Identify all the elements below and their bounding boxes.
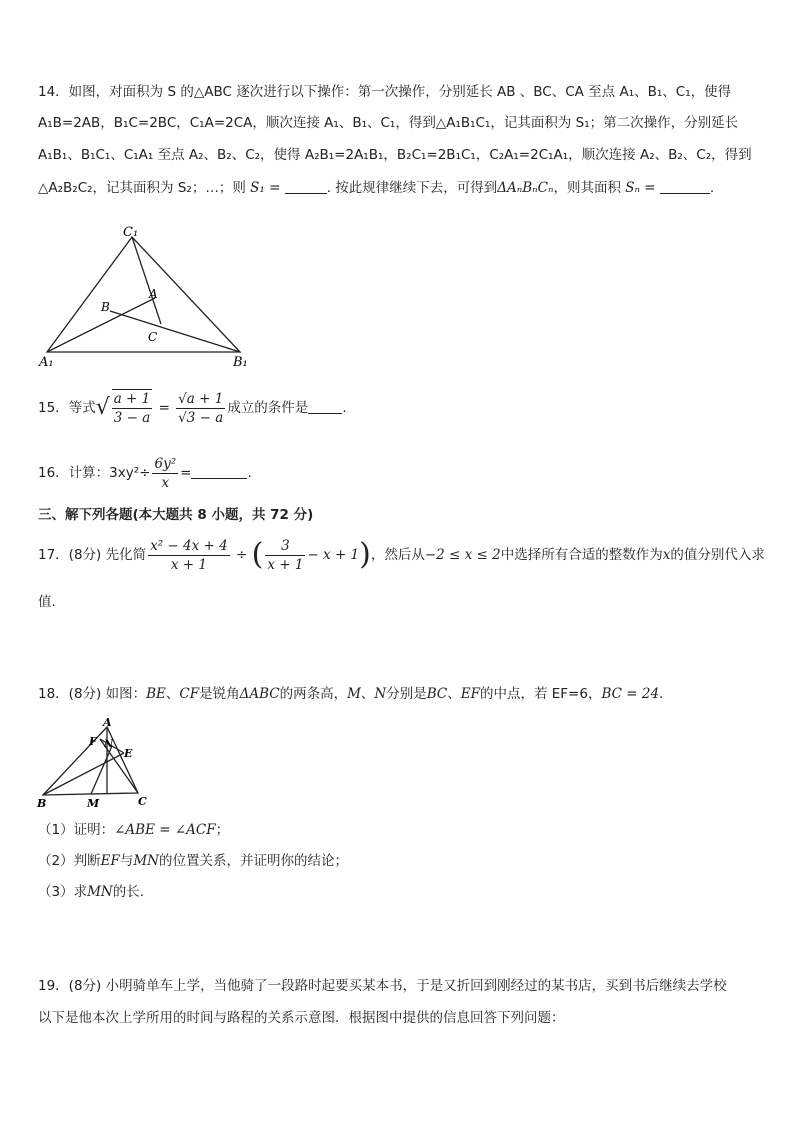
fig14-label-a1: A₁	[39, 355, 54, 370]
q16-equals: =	[180, 465, 192, 481]
q15-sqrt-sign: √	[95, 395, 110, 420]
q17-frac2-num: 3	[265, 537, 305, 556]
q16-num: 6y²	[154, 455, 177, 472]
q14-line-1: 14．如图，对面积为 S 的△ABC 逐次进行以下操作：第一次操作，分别延长 AB 、BC、CA 至点 A₁、B₁、C₁，使得	[38, 84, 732, 100]
q17-paren-right: )	[359, 537, 371, 572]
q14-sn: Sₙ =	[625, 180, 656, 196]
q18-n: N	[374, 686, 387, 702]
q15-rhs-fraction	[176, 390, 225, 427]
q16-den: x	[161, 474, 170, 491]
fig18-label-n: N	[104, 739, 114, 750]
q18-prefix: 18．(8分) 如图：	[38, 686, 147, 702]
q16-answer-blank[interactable]	[191, 464, 247, 479]
q17-fraction-1	[148, 537, 230, 574]
q17-line-1	[38, 532, 765, 578]
q15-answer-blank[interactable]	[308, 399, 342, 414]
q15-end: .	[342, 400, 347, 416]
q14-line-4-text-a: △A₂B₂C₂，记其面积为 S₂；…；则	[38, 180, 246, 196]
q17-frac1-num: x² − 4x + 4	[150, 537, 228, 554]
q18-sub3-mn: MN	[87, 884, 113, 900]
q18-sub1-text-a: （1）证明：	[38, 822, 115, 838]
q15-lhs-den: 3 − a	[113, 410, 151, 426]
fig14-label-a: A	[149, 287, 158, 301]
q18-text-c: 的两条高，	[279, 686, 348, 702]
q14-line-4-text-c: ，则其面积	[553, 180, 621, 196]
q18-figure	[34, 715, 164, 810]
q18-sub2-text-c: 的位置关系，并证明你的结论；	[158, 853, 348, 869]
q18-bc-eq: BC = 24	[601, 686, 660, 702]
fig18-label-c: C	[138, 795, 147, 808]
q19-line-1: 19．(8分) 小明骑单车上学，当他骑了一段路时起要买某本书，于是又折回到刚经过的某书店，买到书后继续去学校	[38, 978, 727, 994]
q16-end: .	[247, 465, 252, 481]
q15-prefix: 15．等式	[38, 400, 96, 416]
q14-line-4-text-b: . 按此规律继续下去，可得到	[326, 180, 498, 196]
q18-sep2: 、	[360, 686, 375, 702]
q14-line-4: △A₂B₂C₂，记其面积为 S₂；…；则 S₁ = . 按此规律继续下去，可得到ΔAₙBₙCₙ，则其面积 Sₙ = .	[38, 180, 715, 196]
q18-stem	[38, 684, 663, 704]
q14-triangle-n: ΔAₙBₙCₙ	[497, 180, 554, 196]
q17-line-2: 值.	[38, 594, 56, 610]
q18-sub2-ef: EF	[100, 853, 120, 869]
q18-ef: EF	[460, 686, 480, 702]
q15-rhs-den: √3 − a	[178, 409, 224, 426]
q14-answer-blank-2[interactable]	[660, 179, 710, 194]
q18-sub-3	[38, 882, 144, 902]
q18-sep1: 、	[165, 686, 180, 702]
q15-lhs-num: a + 1	[113, 391, 151, 407]
q18-sub2-text-a: （2）判断	[38, 853, 101, 869]
q18-sub3-text-a: （3）求	[38, 884, 88, 900]
q15-suffix: 成立的条件是	[227, 400, 309, 416]
q14-figure	[35, 220, 265, 370]
fig18-label-m: M	[87, 797, 100, 810]
q17-divide: ÷	[236, 547, 248, 563]
q17-var: x	[662, 547, 671, 563]
q17-suffix-c: 的值分别代入求	[670, 547, 765, 563]
fig18-label-b: B	[37, 797, 47, 810]
fig14-label-c: C	[148, 330, 158, 344]
q18-triangle: ΔABC	[239, 686, 280, 702]
fig14-label-c1: C₁	[123, 225, 139, 240]
q18-sub-2	[38, 851, 348, 871]
fig18-label-e: E	[124, 747, 133, 760]
q18-sub2-text-b: 与	[119, 853, 134, 869]
q18-end: .	[659, 686, 664, 702]
q14-line-3: A₁B₁、B₁C₁、C₁A₁ 至点 A₂、B₂、C₂，使得 A₂B₁=2A₁B₁，B₂C₁=2B₁C₁，C₂A₁=2C₁A₁，顺次连接 A₂、B₂、C₂，得到	[38, 147, 752, 163]
q17-frac1-den: x + 1	[170, 556, 207, 573]
q18-sub-1	[38, 820, 229, 840]
fig18-label-a: A	[103, 716, 112, 729]
q17-suffix-b: 中选择所有合适的整数作为	[500, 547, 663, 563]
q16-prefix: 16．计算：3xy²÷	[38, 465, 151, 481]
q15-lhs-fraction	[112, 389, 153, 427]
q18-sub3-text-b: 的长.	[112, 884, 145, 900]
fig18-label-f: F	[89, 735, 97, 748]
q16	[38, 451, 252, 495]
q17-range: −2 ≤ x ≤ 2	[424, 547, 501, 563]
q17-prefix: 17．(8分) 先化简	[38, 547, 147, 563]
q14-s1: S₁ =	[250, 180, 281, 196]
q15-rhs-num: √a + 1	[178, 390, 224, 407]
q18-cf: CF	[179, 686, 200, 702]
section-3-heading: 三、解下列各题(本大题共 8 小题，共 72 分)	[38, 507, 314, 523]
q17-rest: − x + 1	[307, 547, 360, 563]
q16-fraction	[152, 455, 178, 492]
q14-answer-blank-1[interactable]	[285, 179, 327, 194]
q17-fraction-2	[265, 537, 305, 574]
q18-text-d: 分别是	[386, 686, 427, 702]
q19-line-2: 以下是他本次上学所用的时间与路程的关系示意图．根据图中提供的信息回答下列问题：	[38, 1010, 565, 1026]
q15	[38, 386, 347, 430]
q17-frac2-den: x + 1	[267, 556, 304, 573]
q18-bc: BC	[426, 686, 448, 702]
q14-line-2: A₁B=2AB，B₁C=2BC，C₁A=2CA，顺次连接 A₁、B₁、C₁，得到△A₁B₁C₁，记其面积为 S₁；第二次操作，分别延长	[38, 115, 739, 131]
q18-m: M	[347, 686, 361, 702]
q15-equals: =	[158, 400, 170, 416]
q17-suffix-a: ，然后从	[370, 547, 425, 563]
q18-text-e: 的中点，若 EF=6，	[479, 686, 602, 702]
fig14-label-b: B	[101, 300, 110, 314]
q18-text-b: 是锐角	[199, 686, 240, 702]
q18-be: BE	[146, 686, 166, 702]
q18-sub1-math: ∠ABE = ∠ACF	[114, 822, 216, 838]
q18-sub1-text-b: ；	[215, 822, 230, 838]
q18-sub2-mn: MN	[133, 853, 159, 869]
q18-sep3: 、	[447, 686, 461, 702]
fig14-label-b1: B₁	[233, 355, 248, 370]
q17-paren-left: (	[251, 537, 264, 572]
